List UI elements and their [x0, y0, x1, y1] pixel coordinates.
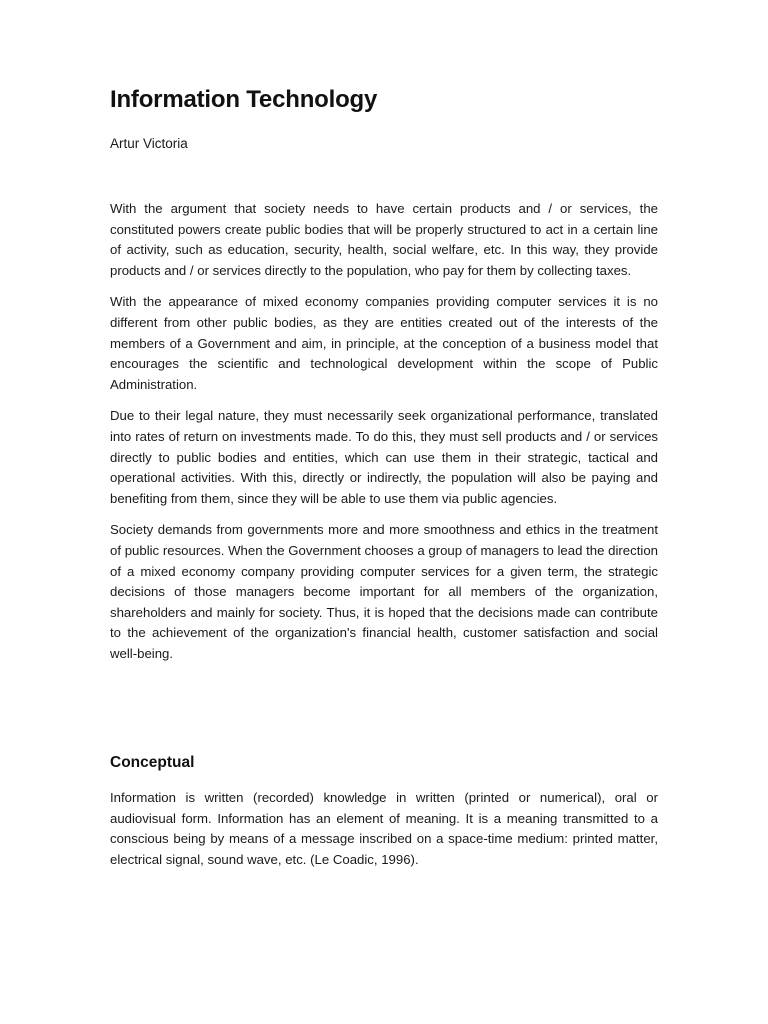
document-title: Information Technology — [110, 86, 378, 113]
body-paragraph: With the appearance of mixed economy companies providing computer services it is no different from other public bodies, as they are entities created out of the interests of the members of a Government and aim, in principle, at the conception of a business model that encourages the scientific and technological development within the scope of Public Administration. — [110, 294, 658, 392]
section-heading-conceptual: Conceptual — [110, 754, 195, 771]
section-paragraph: Information is written (recorded) knowledge in written (printed or numerical), oral or audiovisual form. Information has an element of meaning. It is a meaning transmitted to a conscious being by means of a message inscribed on a space-time medium: printed matter, electrical signal, sound wave, etc. (Le Coadic, 1996). — [110, 790, 658, 867]
document-author: Artur Victoria — [110, 136, 188, 151]
body-paragraph: Due to their legal nature, they must necessarily seek organizational performance, translated into rates of return on investments made. To do this, they must sell products and / or services directly to public bodies and entities, which can use them in their strategic, tactical and operational activities. With this, directly or indirectly, the population will also be paying and benefiting from them, since they will be able to use them via public agencies. — [110, 408, 658, 506]
body-paragraph: With the argument that society needs to have certain products and / or services, the constituted powers create public bodies that will be properly structured to act in a certain line of activity, such as education, security, health, social welfare, etc. In this way, they provide products and / or services directly to the population, who pay for them by collecting taxes. — [110, 201, 658, 278]
section-body — [110, 788, 658, 870]
document-body — [110, 199, 658, 675]
body-paragraph: Society demands from governments more and more smoothness and ethics in the treatment of public resources. When the Government chooses a group of managers to lead the direction of a mixed economy company providing computer services for a given term, the strategic decisions of those managers become important for all members of the organization, shareholders and mainly for society. Thus, it is hoped that the decisions made can contribute to the achievement of the organization's financial health, customer satisfaction and social well-being. — [110, 522, 658, 661]
